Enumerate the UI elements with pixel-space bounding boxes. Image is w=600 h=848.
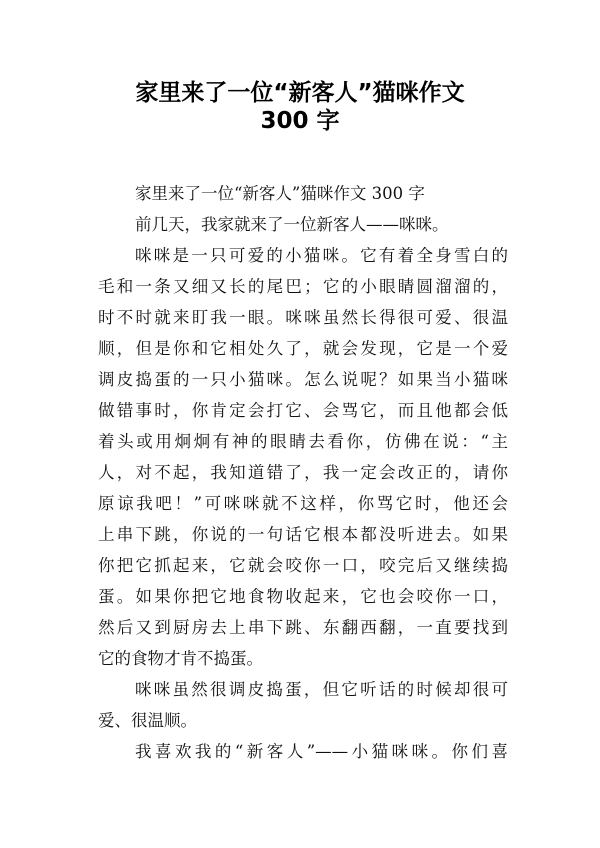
text-line: 然后又到厨房去上串下跳、东翻西翻，一直要找到	[98, 618, 508, 637]
text-line: 上串下跳，你说的一句话它根本都没听进去。如果	[98, 525, 508, 544]
text-line: 做错事时，你肯定会打它、会骂它，而且他都会低	[98, 401, 508, 420]
title-line-2: 300 字	[260, 108, 340, 134]
text-line: 蛋。如果你把它地食物收起来，它也会咬你一口，	[98, 587, 508, 606]
text-line: 毛和一条又细又长的尾巴；它的小眼睛圆溜溜的，	[98, 277, 508, 296]
text-line: 顺，但是你和它相处久了，就会发现，它是一个爱	[98, 339, 508, 358]
text-line: 你把它抓起来，它就会咬你一口，咬完后又继续捣	[98, 556, 508, 575]
text-line: 家里来了一位“新客人”猫咪作文 300 字	[135, 184, 425, 203]
text-line: 我喜欢我的“新客人”——小猫咪咪。你们喜	[135, 742, 508, 761]
text-line: 爱、很温顺。	[98, 711, 197, 730]
text-line: 时不时就来盯我一眼。咪咪虽然长得很可爱、很温	[98, 308, 508, 327]
text-line: 调皮捣蛋的一只小猫咪。怎么说呢？如果当小猫咪	[98, 370, 508, 389]
text-line: 它的食物才肯不捣蛋。	[98, 649, 263, 668]
text-line: 原谅我吧！”可咪咪就不这样，你骂它时，他还会	[98, 494, 508, 513]
text-line: 着头或用炯炯有神的眼睛去看你，仿佛在说：“主	[98, 432, 508, 451]
text-line: 前几天，我家就来了一位新客人——咪咪。	[135, 215, 449, 234]
text-line: 人，对不起，我知道错了，我一定会改正的，请你	[98, 463, 508, 482]
article-body	[98, 178, 508, 767]
text-line: 咪咪虽然很调皮捣蛋，但它听话的时候却很可	[135, 680, 508, 699]
text-line: 咪咪是一只可爱的小猫咪。它有着全身雪白的	[135, 246, 508, 265]
title-line-1: 家里来了一位“新客人”猫咪作文	[135, 80, 465, 106]
